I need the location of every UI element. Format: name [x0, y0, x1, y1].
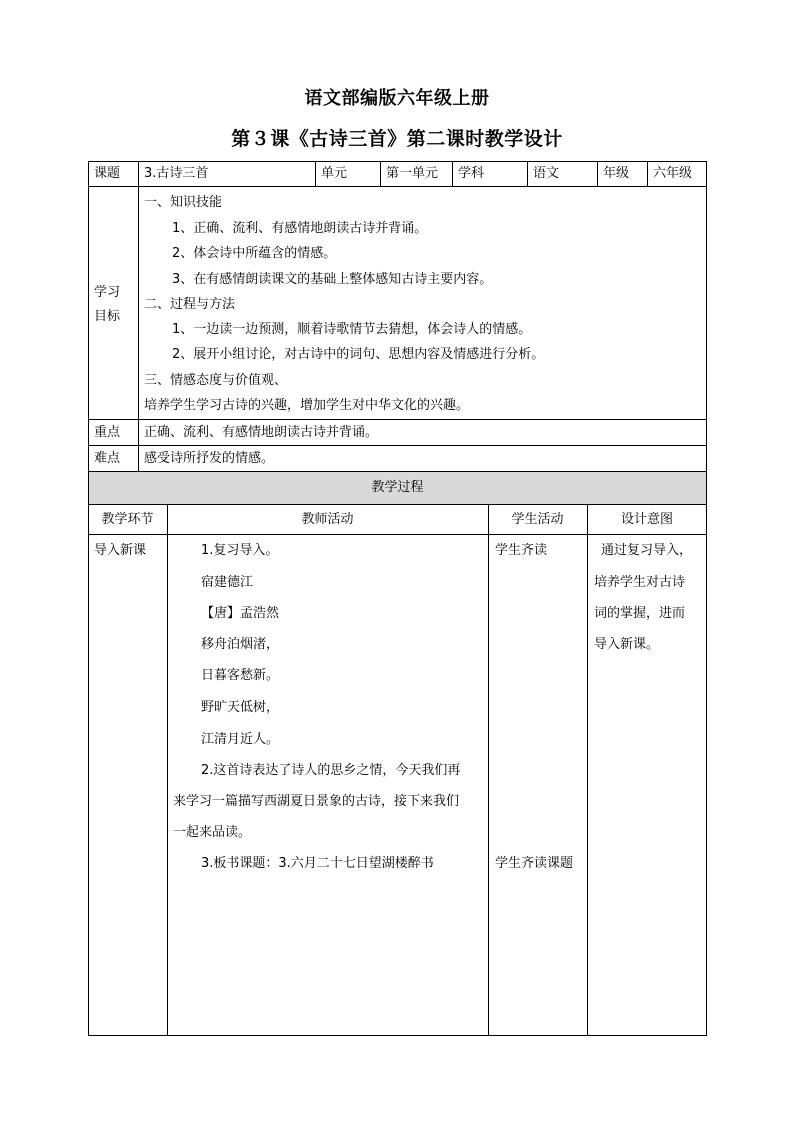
teacher-line: 日暮客愁新。: [201, 668, 280, 683]
objective-line: 3、在有感情朗读课文的基础上整体感知古诗主要内容。: [172, 272, 493, 287]
process-section-title: 教学过程: [371, 480, 424, 495]
column-header-stage: 教学环节: [101, 512, 154, 527]
intent-line: 词的掌握，进而: [594, 606, 686, 621]
lesson-table: [88, 161, 707, 1036]
unit-label: 单元: [321, 166, 348, 181]
objective-line: 2、展开小组讨论，对古诗中的词句、思想内容及情感进行分析。: [172, 347, 545, 362]
objective-line: 一、知识技能: [144, 195, 223, 210]
objective-line: 三、情感态度与价值观、: [144, 373, 288, 388]
intent-line: 通过复习导入，: [601, 543, 693, 558]
student-line: 学生齐读课题: [495, 856, 574, 871]
teacher-line: 1.复习导入。: [201, 543, 279, 558]
document-title: 语文部编版六年级上册: [304, 88, 490, 109]
unit-value: 第一单元: [386, 166, 439, 181]
objective-line: 1、正确、流利、有感情地朗读古诗并背诵。: [172, 221, 428, 236]
objectives-label-2: 目标: [94, 309, 121, 324]
objective-line: 1、一边读一边预测，顺着诗歌情节去猜想，体会诗人的情感。: [172, 322, 532, 337]
teacher-line: 一起来品读。: [173, 825, 252, 840]
subject-label: 学科: [458, 166, 485, 181]
teacher-line: 野旷天低树，: [201, 700, 280, 715]
topic-value: 3.古诗三首: [144, 166, 209, 181]
objective-line: 培养学生学习古诗的兴趣，增加学生对中华文化的兴趣。: [144, 398, 470, 413]
intent-line: 培养学生对古诗: [594, 575, 686, 590]
key-point-value: 正确、流利、有感情地朗读古诗并背诵。: [144, 425, 379, 440]
column-header-teacher: 教师活动: [301, 512, 354, 527]
grade-value: 六年级: [653, 166, 693, 181]
column-header-intent: 设计意图: [620, 512, 673, 527]
difficulty-label: 难点: [94, 451, 121, 466]
teacher-line: 移舟泊烟渚，: [201, 637, 280, 652]
teacher-line: 3.板书课题：3.六月二十七日望湖楼醉书: [201, 856, 434, 871]
teacher-line: 宿建德江: [201, 575, 254, 590]
intent-line: 导入新课。: [594, 637, 660, 652]
key-point-label: 重点: [94, 425, 121, 440]
teacher-line: 2.这首诗表达了诗人的思乡之情，今天我们再: [201, 763, 461, 778]
stage-name: 导入新课: [94, 543, 147, 558]
topic-label: 课题: [94, 166, 121, 181]
difficulty-value: 感受诗所抒发的情感。: [144, 451, 275, 466]
document-subtitle: 第３课《古诗三首》第二课时教学设计: [231, 128, 563, 150]
objective-line: 2、体会诗中所蕴含的情感。: [172, 246, 337, 261]
objectives-label-1: 学习: [94, 285, 121, 300]
grade-label: 年级: [603, 166, 630, 181]
teacher-line: 来学习一篇描写西湖夏日景象的古诗，接下来我们: [173, 794, 460, 809]
subject-value: 语文: [533, 166, 560, 181]
student-line: 学生齐读: [495, 543, 548, 558]
teacher-line: 【唐】孟浩然: [201, 606, 280, 621]
objective-line: 二、过程与方法: [144, 297, 236, 312]
teacher-line: 江清月近人。: [201, 732, 280, 747]
column-header-student: 学生活动: [511, 512, 564, 527]
